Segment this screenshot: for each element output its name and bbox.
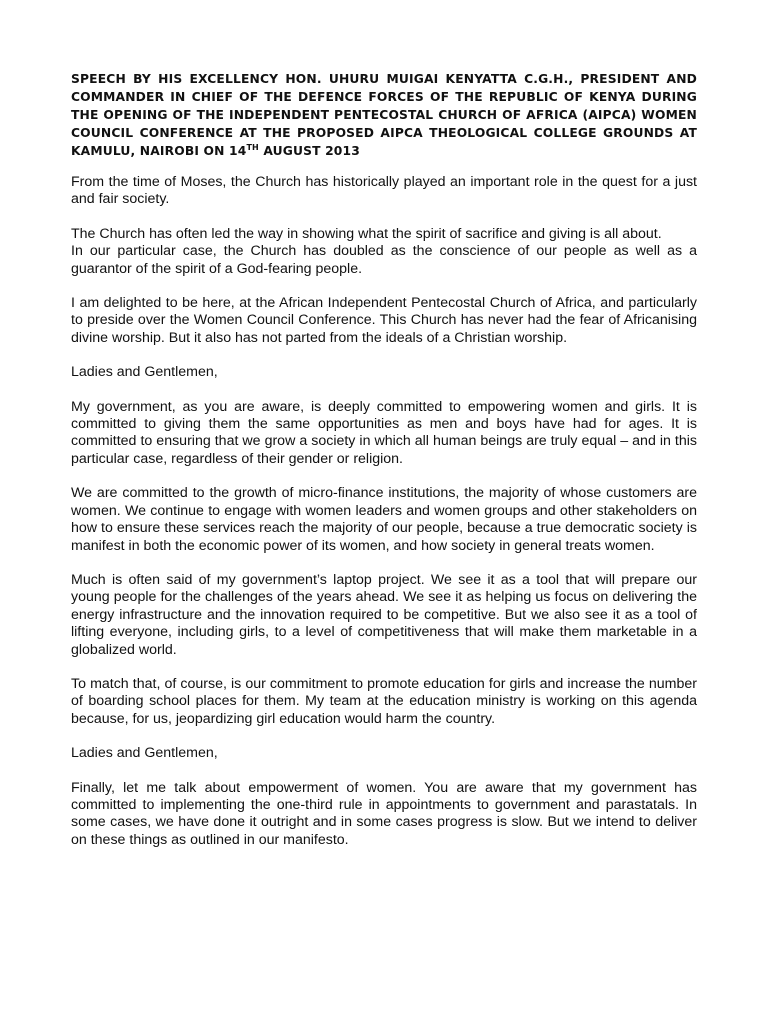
paragraph-government-commitment: My government, as you are aware, is deeply committed to empowering women and girls. It is committed to giving them the same opportunities as men and boys have had for ages. It is committed to ensuring that we grow a society in which all human beings are truly equal – and in this particular case, regardless of their gender or religion. <box>71 398 697 467</box>
paragraph-moses: From the time of Moses, the Church has historically played an important role in the quest for a just and fair society. <box>71 174 697 208</box>
paragraph-church-conscience <box>71 226 697 278</box>
paragraph-line-sacrifice: The Church has often led the way in showing what the spirit of sacrifice and giving is all about. <box>71 225 662 242</box>
paragraph-line-conscience: In our particular case, the Church has doubled as the conscience of our people as well as a guarantor of the spirit of a God-fearing people. <box>71 243 697 277</box>
paragraph-micro-finance: We are committed to the growth of micro-finance institutions, the majority of whose customers are women. We continue to engage with women leaders and women groups and other stakeholders on how to ensure these services reach the majority of our people, because a true democratic society is manifest in both the economic power of its women, and how society in general treats women. <box>71 485 697 554</box>
salutation: Ladies and Gentlemen, <box>71 745 218 762</box>
speech-document <box>71 70 697 866</box>
paragraph-delighted: I am delighted to be here, at the African Independent Pentecostal Church of Africa, and particularly to preside over the Women Council Conference. This Church has never had the fear of Africanising divine worship. But it also has not parted from the ideals of a Christian worship. <box>71 295 697 346</box>
speech-title <box>71 70 697 160</box>
salutation: Ladies and Gentlemen, <box>71 364 218 381</box>
speech-title-date-tail: AUGUST 2013 <box>258 144 360 158</box>
speech-title-text: SPEECH BY HIS EXCELLENCY HON. UHURU MUIGAI KENYATTA C.G.H., PRESIDENT AND COMMANDER IN CHIEF OF THE DEFENCE FORCES OF THE REPUBLIC OF KENYA DURING THE OPENING OF THE INDEPENDENT PENTECOSTAL CHURCH OF AFRICA (AIPCA) WOMEN COUNCIL CONFERENCE AT THE PROPOSED AIPCA THEOLOGICAL COLLEGE GROUNDS AT KAMULU, NAIROBI ON 14 <box>71 72 697 158</box>
paragraph-laptop-project: Much is often said of my government’s laptop project. We see it as a tool that will prepare our young people for the challenges of the years ahead. We see it as helping us focus on delivering the energy infrastructure and the innovation required to be competitive. But we also see it as a tool of lifting everyone, including girls, to a level of competitiveness that will make them marketable in a globalized world. <box>71 571 697 658</box>
paragraph-empowerment: Finally, let me talk about empowerment of women. You are aware that my government has committed to implementing the one-third rule in appointments to government and parastatals. In some cases, we have done it outright and in some cases progress is slow. But we intend to deliver on these things as outlined in our manifesto. <box>71 779 697 848</box>
date-ordinal-suffix: TH <box>246 143 259 152</box>
paragraph-girls-education: To match that, of course, is our commitment to promote education for girls and increase the number of boarding school places for them. My team at the education ministry is working on this agenda because, for us, jeopardizing girl education would harm the country. <box>71 675 697 727</box>
